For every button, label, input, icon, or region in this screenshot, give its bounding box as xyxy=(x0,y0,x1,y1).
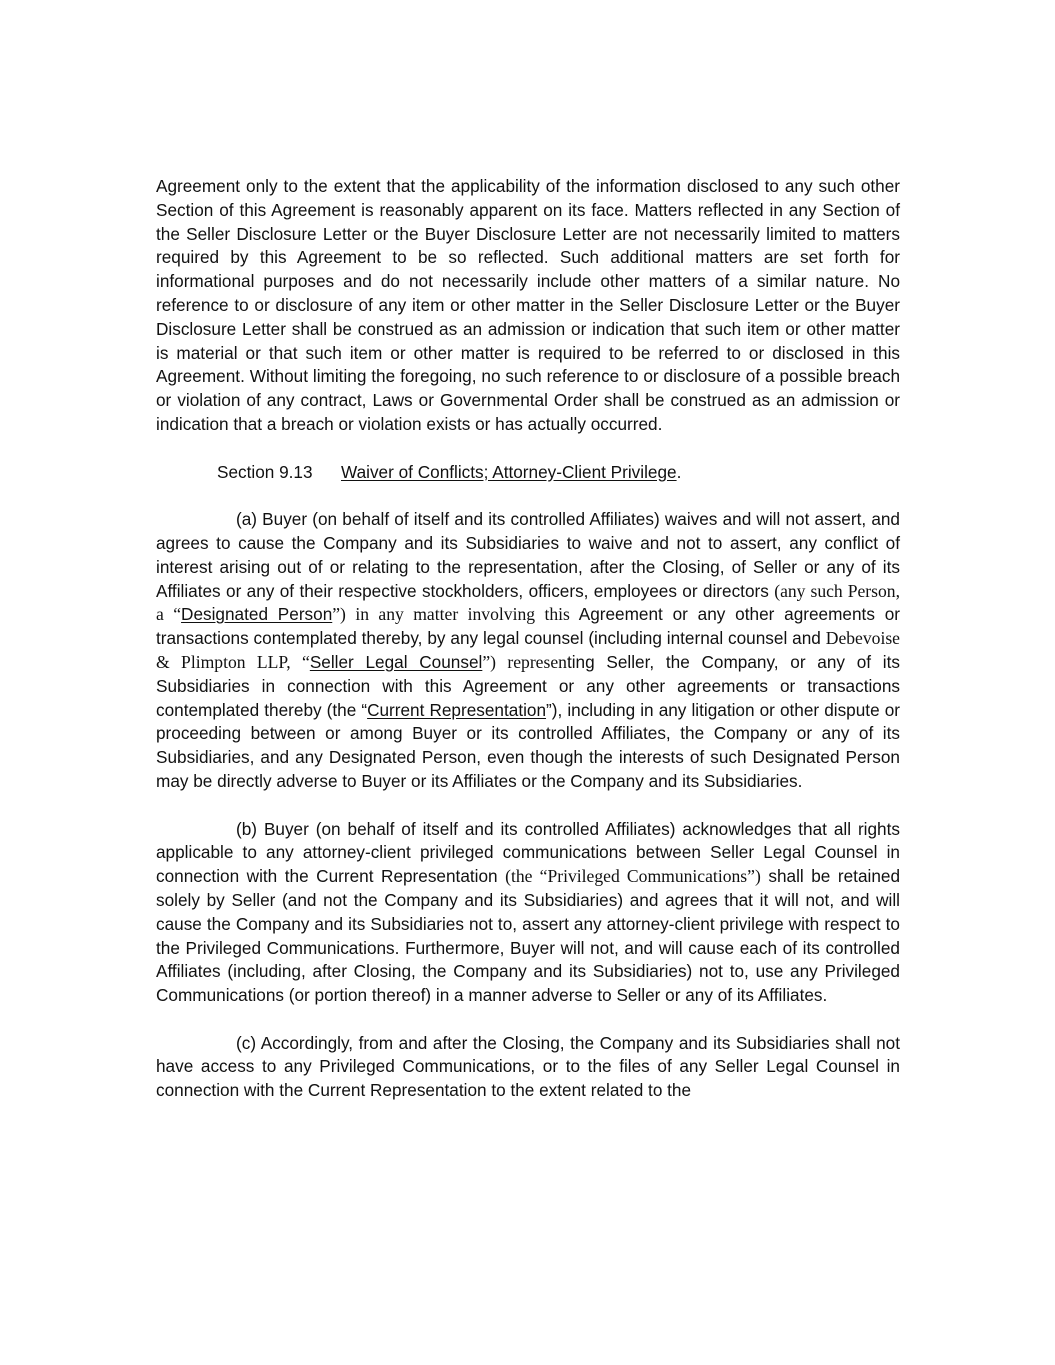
section-title: Waiver of Conflicts; Attorney-Client Privilege xyxy=(341,461,677,482)
paragraph-b-text-1: (b) Buyer (on behalf of itself and its controlled Affiliates) acknowledges that all rights applicable to any attorney-client privileged communications between Seller Legal Counsel in connection with the Current Representation xyxy=(156,818,900,887)
paragraph-b-text-3: shall be retained solely by Seller (and not the Company and its Subsidiaries) and agrees that it will not, and will cause the Company and its Subsidiaries not to, assert any attorney-client privilege with respect to the Privileged Communications. Furthermore, Buyer will not, and will cause each of its controlled Affiliates (including, after Closing, the Company and its Subsidiaries) not to, use any Privileged Communications (or portion thereof) in a manner adverse to Seller or any of its Affiliates. xyxy=(156,866,901,1006)
section-title-period: . xyxy=(676,461,682,482)
defined-term-current-representation: Current Representation xyxy=(367,699,547,720)
paragraph-b xyxy=(156,818,900,1008)
section-number: Section 9.13 xyxy=(217,461,313,482)
paragraph-a-text-7: ting Seller, the Company, or any of its Subsidiaries in connection with this Agreement or any other agreements or transactions contemplated thereby (the “ xyxy=(156,651,900,720)
paragraph-a-text-2: (any such Person, a “ xyxy=(156,580,901,625)
paragraph-a-text-5: Debevoise & Plimpton LLP, “ xyxy=(156,628,900,672)
paragraph-a-text-6: ”) represen xyxy=(482,651,567,672)
paragraph-a-text-1: (a) Buyer (on behalf of itself and its controlled Affiliates) waives and will not assert, and agrees to cause the Company and its Subsidiaries to waive and not to assert, any conflict of interest arising out of or relating to the representation, after the Closing, of Seller or any of its Affiliates or any of their respective stockholders, officers, employees or directors xyxy=(156,509,900,601)
paragraph-a xyxy=(156,508,900,794)
section-heading xyxy=(156,461,900,485)
paragraph-a-text-3: ”) in any matter involving this xyxy=(332,604,570,625)
defined-term-designated-person: Designated Person xyxy=(181,604,333,625)
intro-paragraph: Agreement only to the extent that the applicability of the information disclosed to any such other Section of this Agreement is reasonably apparent on its face. Matters reflected in any Section of the Seller Disclosure Letter or the Buyer Disclosure Letter are not necessarily limited to matters required by this Agreement to be so reflected. Such additional matters are set forth for informational purposes and do not necessarily include other matters of a similar nature. No reference to or disclosure of any item or other matter in the Seller Disclosure Letter or the Buyer Disclosure Letter shall be construed as an admission or indication that such item or other matter is material or that such item or other matter is required to be referred to or disclosed in this Agreement. Without limiting the foregoing, no such reference to or disclosure of a possible breach or violation of any contract, Laws or Governmental Order shall be construed as an admission or indication that a breach or violation exists or has actually occurred. xyxy=(156,176,900,434)
document-page xyxy=(156,175,900,1103)
paragraph-a-text-4: Agreement or any other agreements or transactions contemplated thereby, by any legal counsel (including internal counsel and xyxy=(156,604,900,649)
paragraph-c: (c) Accordingly, from and after the Closing, the Company and its Subsidiaries shall not have access to any Privileged Communications, or to the files of any Seller Legal Counsel in connection with the Current Representation to the extent related to the xyxy=(156,1032,900,1101)
paragraph-a-text-8: ”), including in any litigation or other dispute or proceeding between or among Buyer or its controlled Affiliates, the Company or any of its Subsidiaries, and any Designated Person, even though the interests of such Designated Person may be directly adverse to Buyer or its Affiliates or the Company and its Subsidiaries. xyxy=(156,699,900,791)
defined-term-seller-legal-counsel: Seller Legal Counsel xyxy=(309,651,483,672)
paragraph-b-text-2: (the “Privileged Communications”) xyxy=(505,866,761,887)
